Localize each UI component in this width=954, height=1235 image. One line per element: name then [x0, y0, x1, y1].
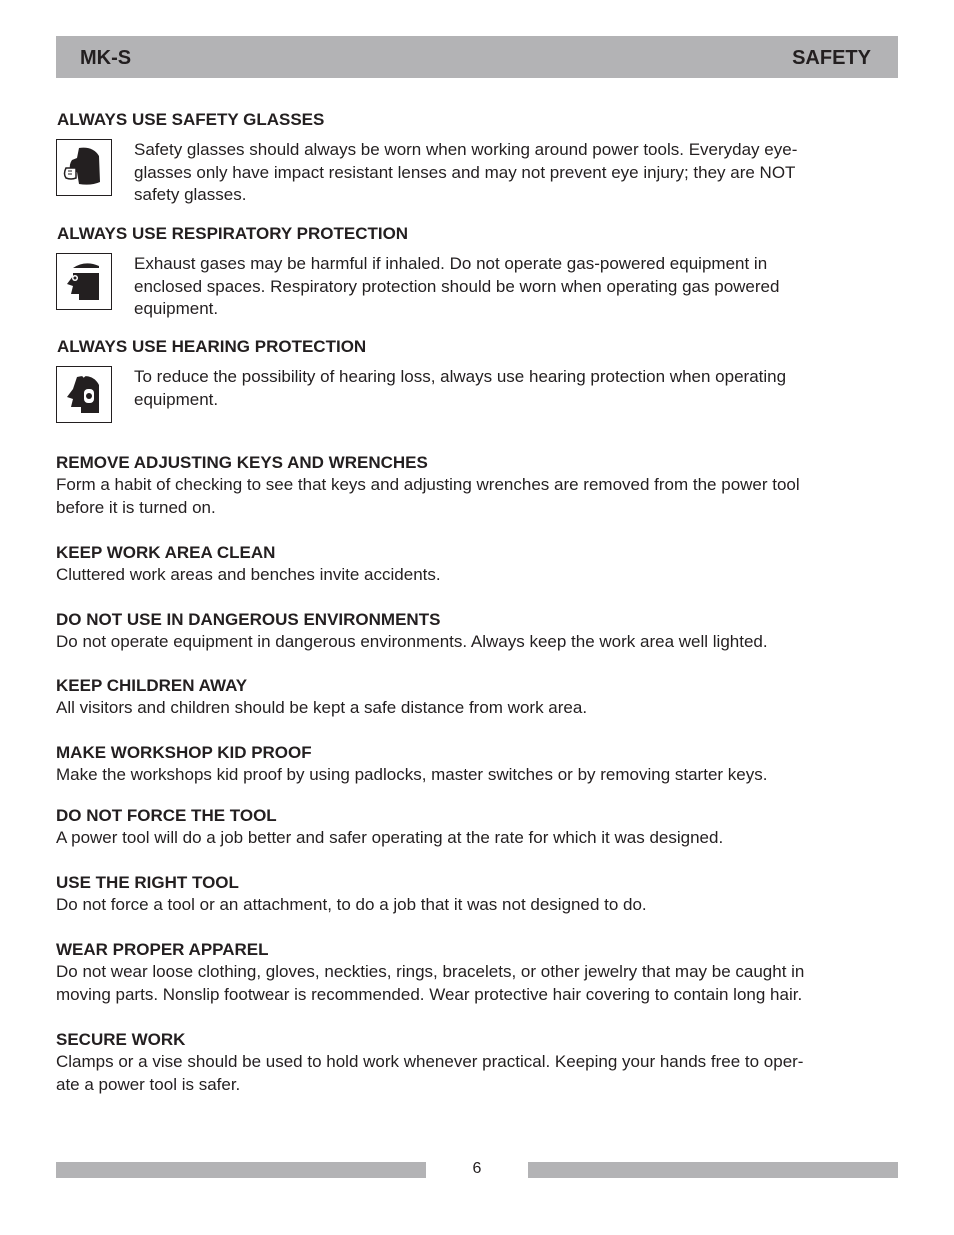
body-line: To reduce the possibility of hearing loss, always use hearing protection when operating — [134, 367, 787, 386]
section-heading: MAKE WORKSHOP KID PROOF — [56, 743, 312, 762]
model-label: MK-S — [80, 47, 132, 69]
body-line: Cluttered work areas and benches invite accidents. — [56, 565, 441, 584]
section-heading: WEAR PROPER APPAREL — [56, 940, 269, 959]
text-section — [56, 872, 886, 917]
section-heading: DO NOT FORCE THE TOOL — [56, 806, 277, 825]
body-line: moving parts. Nonslip footwear is recommended. Wear protective hair covering to contain long hair. — [56, 984, 803, 1004]
section-heading: USE THE RIGHT TOOL — [56, 873, 239, 892]
section-heading: ALWAYS USE RESPIRATORY PROTECTION — [57, 224, 409, 243]
body-line: Make the workshops kid proof by using padlocks, master switches or by removing starter keys. — [56, 765, 768, 784]
section-heading: KEEP WORK AREA CLEAN — [56, 543, 276, 562]
respirator-icon — [56, 253, 112, 310]
safety-glasses-section — [56, 109, 886, 207]
body-line: All visitors and children should be kept a safe distance from work area. — [56, 698, 588, 717]
body-line: ate a power tool is safer. — [56, 1074, 241, 1094]
body-line: glasses only have impact resistant lenses and may not prevent eye injury; they are NOT — [134, 162, 796, 182]
body-line: Clamps or a vise should be used to hold work whenever practical. Keeping your hands free to oper- — [56, 1052, 804, 1071]
respiratory-section — [56, 223, 886, 321]
body-line: equipment. — [134, 299, 219, 318]
page-header — [56, 36, 898, 78]
safety-glasses-icon — [56, 139, 112, 196]
text-section — [56, 805, 886, 850]
text-section — [56, 1029, 886, 1096]
body-line: Do not wear loose clothing, gloves, neckties, rings, bracelets, or other jewelry that may be caught in — [56, 962, 805, 981]
body-line: equipment. — [134, 389, 219, 409]
footer-bar-right — [528, 1162, 898, 1178]
body-line: before it is turned on. — [56, 497, 216, 517]
section-heading: SECURE WORK — [56, 1030, 186, 1049]
text-section — [56, 675, 886, 720]
section-heading: ALWAYS USE HEARING PROTECTION — [57, 337, 367, 356]
body-line: Do not force a tool or an attachment, to do a job that it was not designed to do. — [56, 895, 647, 914]
page-number: 6 — [472, 1160, 482, 1177]
section-heading: ALWAYS USE SAFETY GLASSES — [57, 110, 325, 129]
body-line: A power tool will do a job better and safer operating at the rate for which it was designed. — [56, 828, 724, 847]
body-line: safety glasses. — [134, 185, 247, 204]
text-section — [56, 939, 886, 1006]
text-section — [56, 452, 886, 519]
text-section — [56, 542, 886, 587]
section-heading: DO NOT USE IN DANGEROUS ENVIRONMENTS — [56, 610, 441, 629]
body-line: enclosed spaces. Respiratory protection should be worn when operating gas powered — [134, 276, 780, 296]
section-heading: KEEP CHILDREN AWAY — [56, 676, 248, 695]
body-line: Exhaust gases may be harmful if inhaled. Do not operate gas-powered equipment in — [134, 254, 768, 273]
body-line: Safety glasses should always be worn when working around power tools. Everyday eye- — [134, 140, 798, 159]
section-title: SAFETY — [792, 47, 871, 69]
text-section — [56, 609, 886, 654]
section-heading: REMOVE ADJUSTING KEYS AND WRENCHES — [56, 453, 428, 472]
body-line: Do not operate equipment in dangerous environments. Always keep the work area well lighted. — [56, 632, 768, 651]
hearing-section — [56, 336, 886, 411]
footer-bar-left — [56, 1162, 426, 1178]
hearing-protection-icon — [56, 366, 112, 423]
text-section — [56, 742, 886, 787]
body-line: Form a habit of checking to see that keys and adjusting wrenches are removed from the power tool — [56, 475, 800, 494]
